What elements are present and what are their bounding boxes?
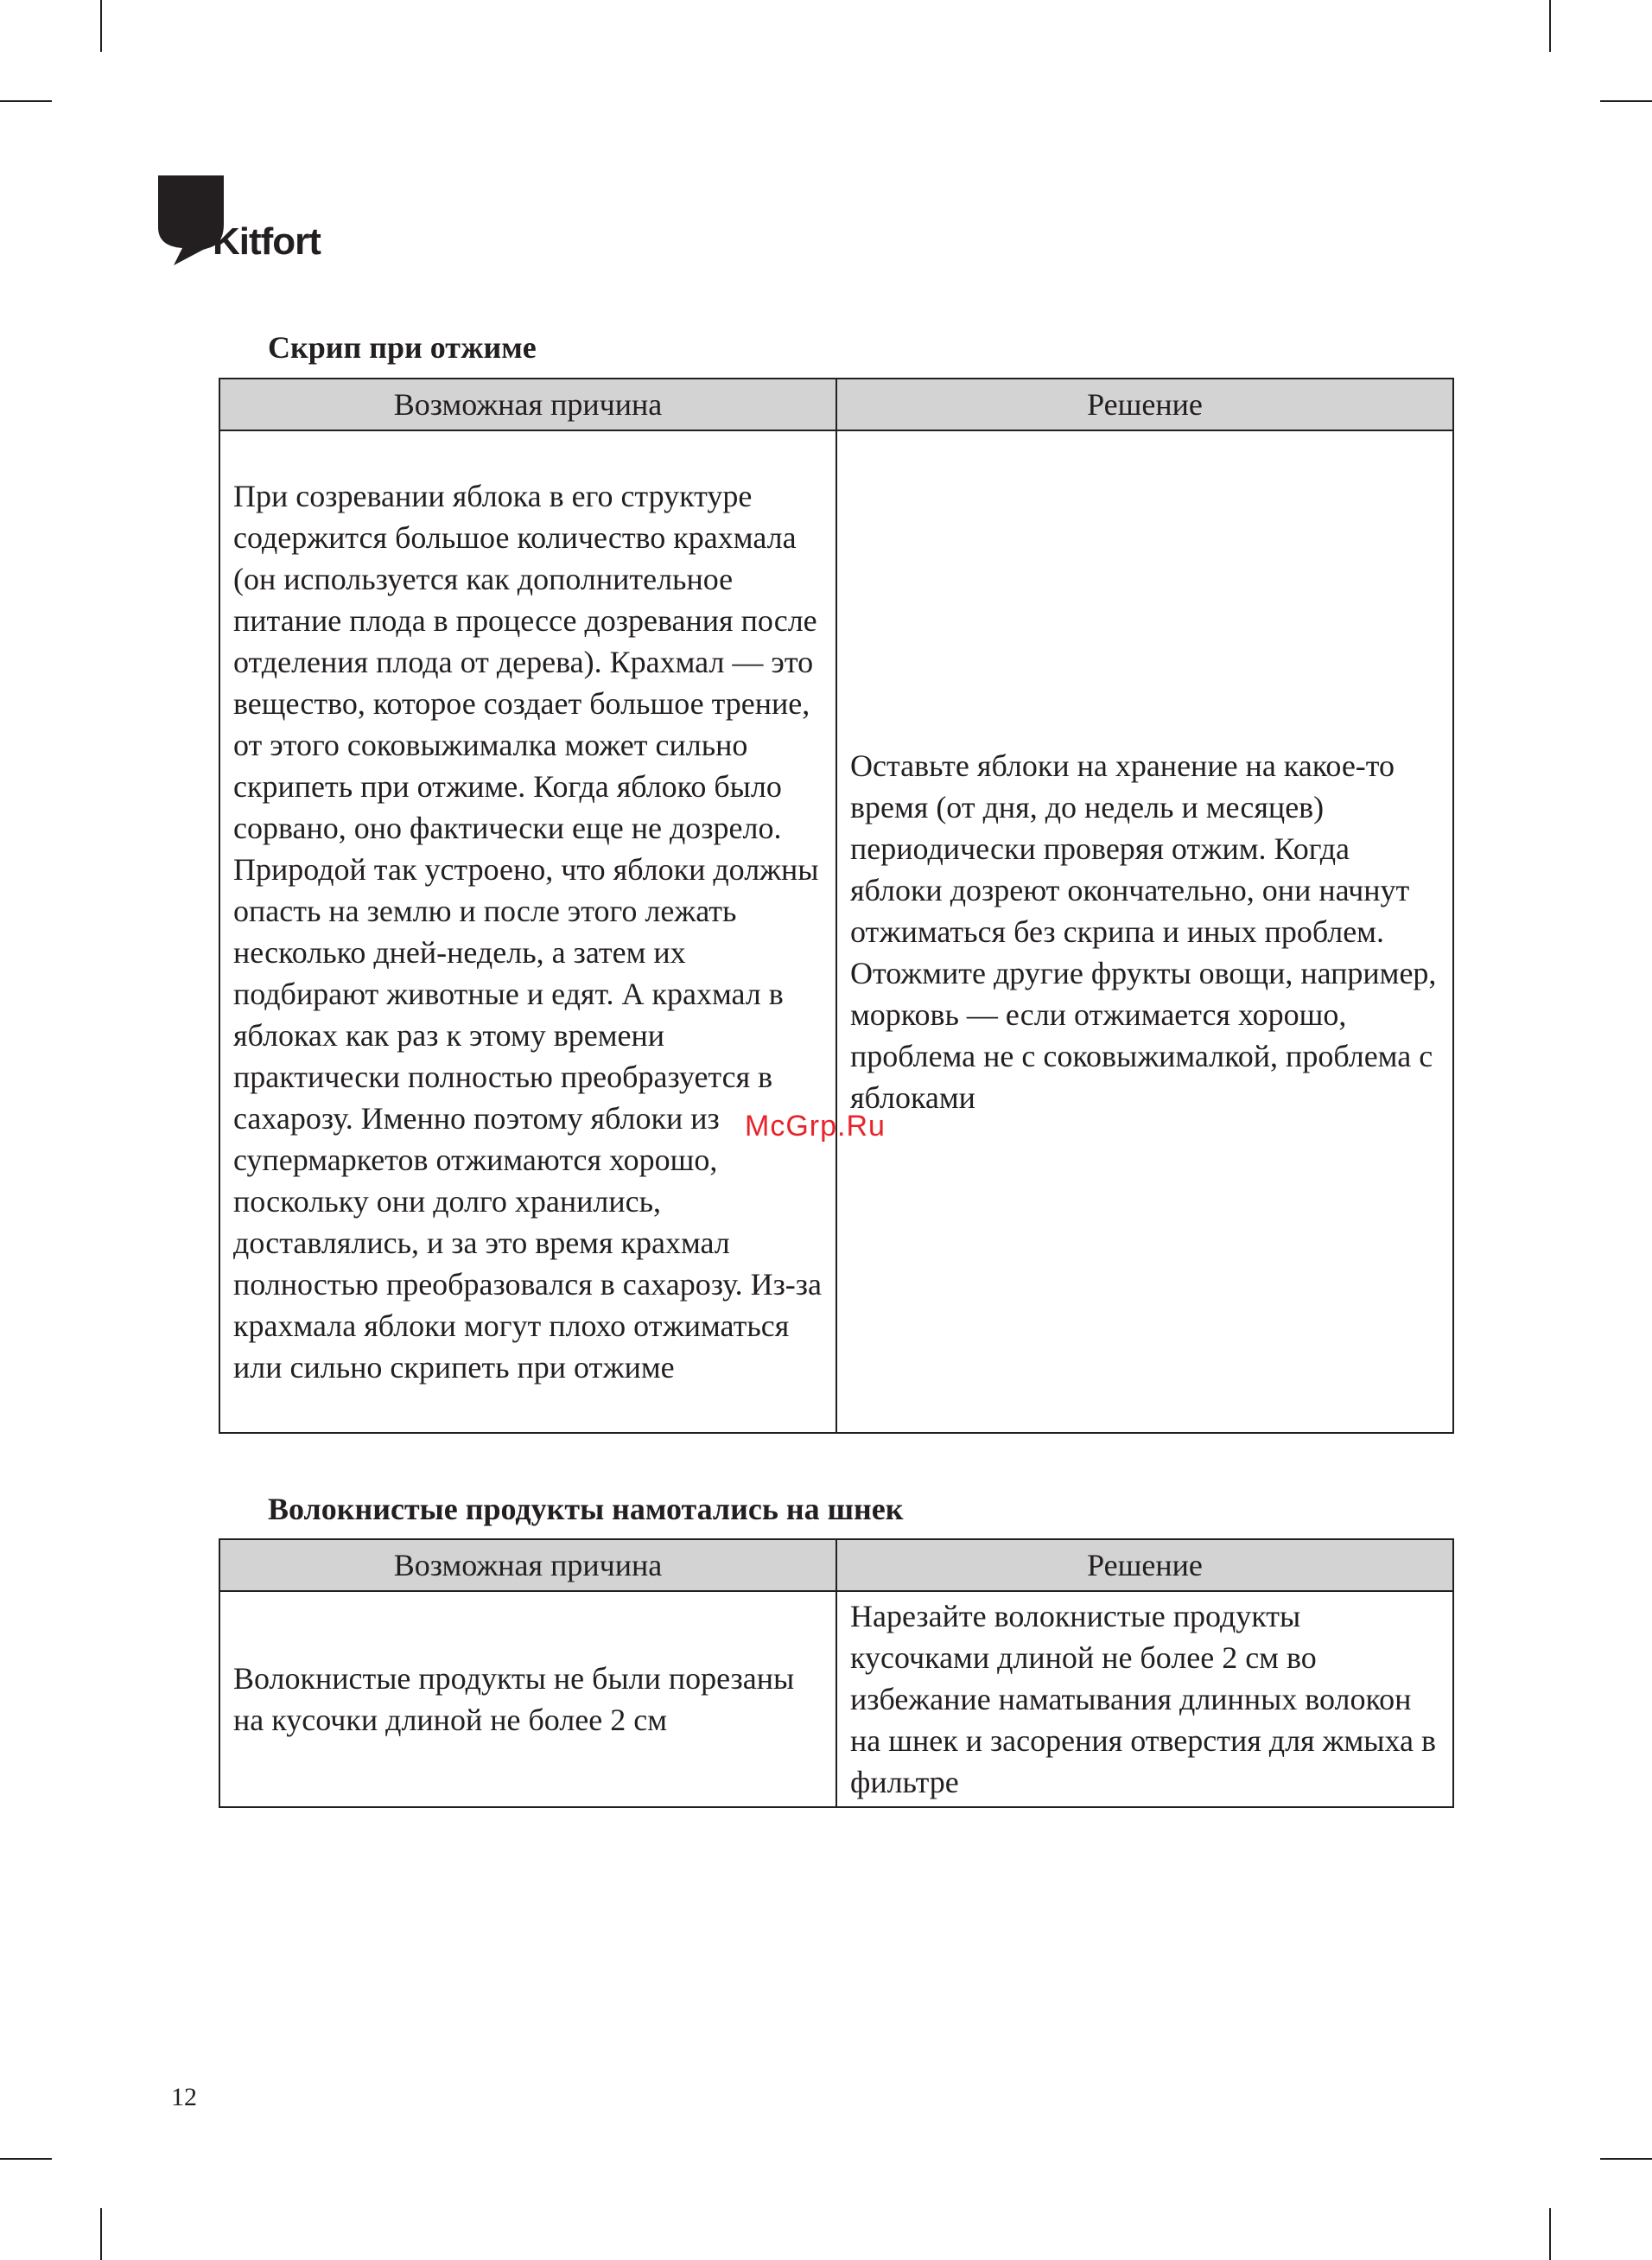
- table-header-row: [219, 1539, 1453, 1591]
- header-cause: Возможная причина: [219, 1539, 836, 1591]
- crop-mark: [0, 100, 52, 102]
- crop-mark: [1600, 100, 1652, 102]
- troubleshooting-table-squeak: [219, 378, 1454, 1434]
- page-number: 12: [171, 2083, 197, 2111]
- header-cause: Возможная причина: [219, 379, 836, 430]
- crop-mark: [0, 2158, 52, 2160]
- solution-cell: [836, 430, 1453, 1433]
- crop-mark: [100, 2208, 102, 2260]
- table-row: [219, 1591, 1453, 1807]
- solution-cell: Нарезайте волокнистые продукты кусочками длиной не более 2 см во избежание наматывания длинных волокон на шнек и засорения отверстия для жмыха в фильтре: [836, 1591, 1453, 1807]
- section-title-fibrous: Волокнистые продукты намотались на шнек: [268, 1492, 904, 1526]
- solution-paragraph: Отожмите другие фрукты овощи, например, морковь — если отжимается хорошо, проблема не с соковыжималкой, проблема с яблоками: [850, 956, 1437, 1115]
- watermark: McGrp.Ru: [745, 1110, 886, 1143]
- logo-text: Kitfort: [213, 220, 321, 263]
- crop-mark: [1600, 2158, 1652, 2160]
- crop-mark: [1549, 2208, 1551, 2260]
- crop-mark: [100, 0, 102, 52]
- crop-mark: [1549, 0, 1551, 52]
- section-title-squeak: Скрип при отжиме: [268, 330, 537, 365]
- table-header-row: [219, 379, 1453, 430]
- kitfort-logo: [158, 175, 365, 271]
- table-row: [219, 430, 1453, 1433]
- cause-cell: Волокнистые продукты не были порезаны на кусочки длиной не более 2 см: [219, 1591, 836, 1807]
- cause-cell: При созревании яблока в его структуре содержится большое количество крахмала (он используется как дополнительное питание плода в процессе дозревания после отделения плода от дерева). Крахмал — это вещество, которое создает большое трение, от этого соковыжималка может сильно скрипеть при отжиме. Когда яблоко было сорвано, оно фактически еще не дозрело. Природой так устроено, что яблоки должны опасть на землю и после этого лежать несколько дней-недель, а затем их подбирают животные и едят. А крахмал в яблоках как раз к этому времени практически полностью преобразуется в сахарозу. Именно поэтому яблоки из супермаркетов отжимаются хорошо, поскольку они долго хранились, доставлялись, и за это время крахмал полностью преобразовался в сахарозу. Из-за крахмала яблоки могут плохо отжиматься или сильно скрипеть при отжиме: [219, 430, 836, 1433]
- header-solution: Решение: [836, 379, 1453, 430]
- header-solution: Решение: [836, 1539, 1453, 1591]
- troubleshooting-table-fibrous: [219, 1538, 1454, 1808]
- solution-paragraph: Оставьте яблоки на хранение на какое-то время (от дня, до недель и месяцев) периодически проверяя отжим. Когда яблоки дозреют окончательно, они начнут отжиматься без скрипа и иных проблем.: [850, 748, 1410, 949]
